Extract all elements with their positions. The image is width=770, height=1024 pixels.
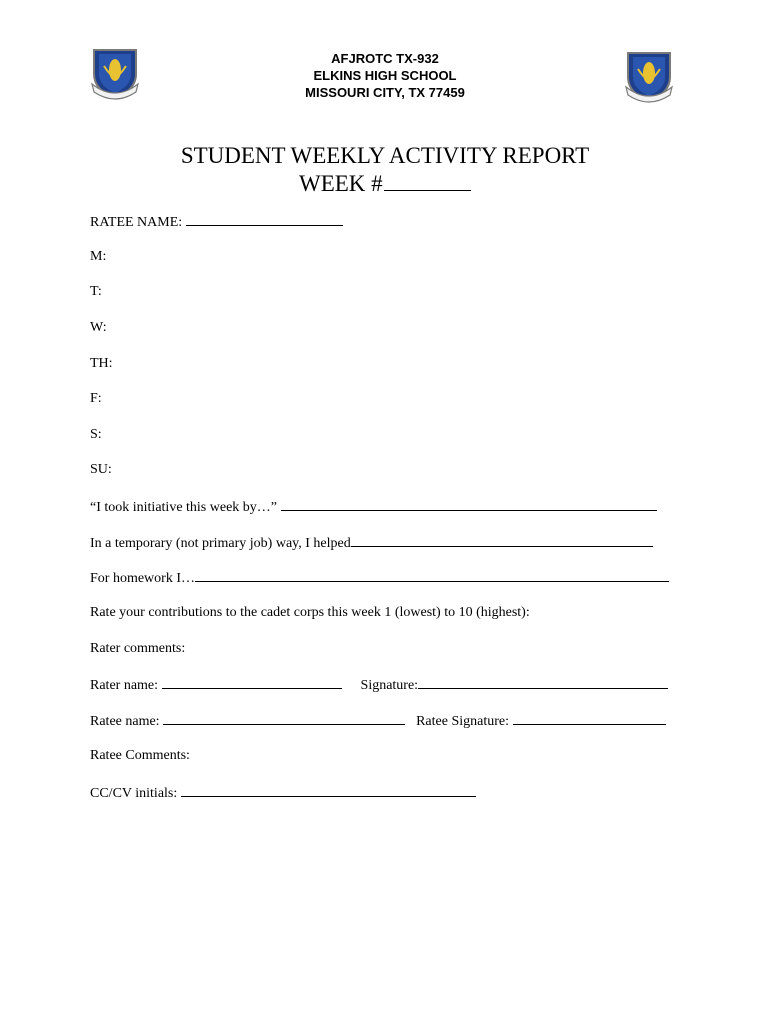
ratee-name-blank[interactable] <box>186 212 343 226</box>
helped-label: In a temporary (not primary job) way, I helped <box>90 536 351 551</box>
ratee-name-2-label: Ratee name: <box>90 714 160 729</box>
cc-initials-row <box>90 783 476 803</box>
homework-label: For homework I… <box>90 571 195 586</box>
day-monday-label: M: <box>90 249 107 264</box>
rater-comments-label: Rater comments: <box>90 641 186 656</box>
school-header <box>0 50 770 101</box>
homework-blank[interactable] <box>195 568 669 582</box>
helped-row <box>90 533 653 553</box>
ratee-name-2-blank[interactable] <box>163 711 405 725</box>
signature-blank[interactable] <box>418 675 668 689</box>
week-number-field <box>299 169 471 197</box>
day-sunday-label: SU: <box>90 462 112 477</box>
initiative-blank[interactable] <box>281 497 657 511</box>
week-number-blank[interactable] <box>384 169 471 191</box>
school-address: MISSOURI CITY, TX 77459 <box>305 85 465 100</box>
ratee-signature-blank[interactable] <box>513 711 666 725</box>
initiative-label: “I took initiative this week by…” <box>90 500 278 515</box>
ratee-name-row <box>90 212 343 232</box>
ratee-name-2-row <box>90 711 666 731</box>
ratee-name-label: RATEE NAME: <box>90 215 183 230</box>
rater-name-blank[interactable] <box>162 675 342 689</box>
cc-initials-blank[interactable] <box>181 783 476 797</box>
report-title: STUDENT WEEKLY ACTIVITY REPORT <box>180 143 590 168</box>
rater-name-row <box>90 675 668 695</box>
school-name: ELKINS HIGH SCHOOL <box>313 68 457 83</box>
week-label: WEEK # <box>299 171 383 196</box>
helped-blank[interactable] <box>351 533 653 547</box>
day-friday-label: F: <box>90 391 102 406</box>
homework-row <box>90 568 669 588</box>
day-thursday-label: TH: <box>90 356 113 371</box>
day-tuesday-label: T: <box>90 284 102 299</box>
initiative-row <box>90 497 657 517</box>
ratee-signature-label: Ratee Signature: <box>416 714 509 729</box>
unit-name: AFJROTC TX-932 <box>331 51 439 66</box>
rate-contribution-label: Rate your contributions to the cadet corps this week 1 (lowest) to 10 (highest): <box>90 605 530 620</box>
rater-name-label: Rater name: <box>90 678 159 693</box>
cc-initials-label: CC/CV initials: <box>90 786 178 801</box>
signature-label: Signature: <box>360 678 419 693</box>
day-saturday-label: S: <box>90 427 102 442</box>
day-wednesday-label: W: <box>90 320 107 335</box>
ratee-comments-label: Ratee Comments: <box>90 748 190 763</box>
